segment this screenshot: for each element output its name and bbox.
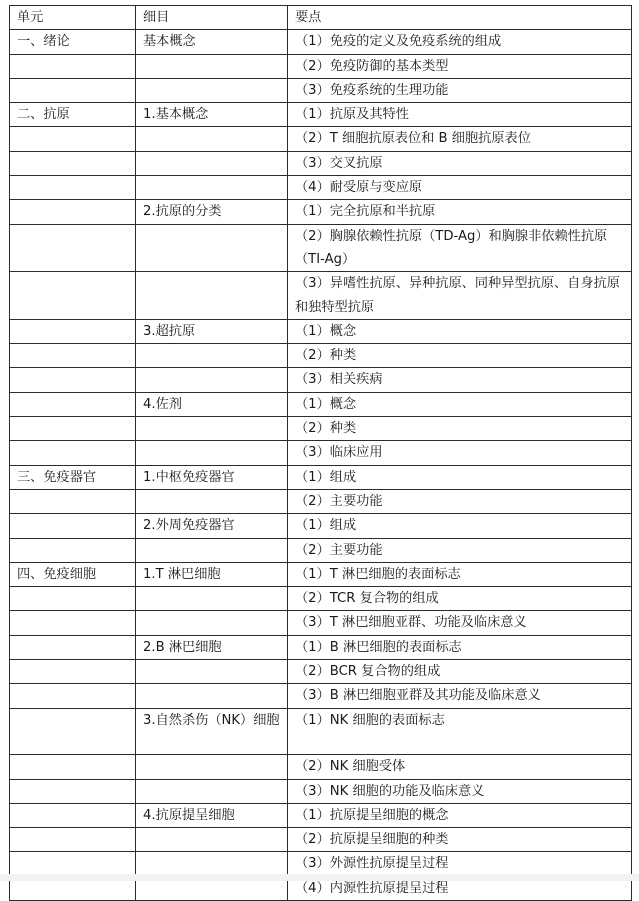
cell-unit xyxy=(10,78,136,102)
table-body xyxy=(10,30,632,901)
cell-unit: 三、免疫器官 xyxy=(10,465,136,489)
cell-unit xyxy=(10,660,136,684)
cell-unit xyxy=(10,538,136,562)
cell-item xyxy=(136,611,288,635)
cell-point: （1）免疫的定义及免疫系统的组成 xyxy=(288,30,632,54)
table-header-row xyxy=(10,6,632,30)
cell-unit xyxy=(10,54,136,78)
table-row xyxy=(10,779,632,803)
cell-point: （2）种类 xyxy=(288,417,632,441)
cell-item xyxy=(136,538,288,562)
cell-item xyxy=(136,344,288,368)
cell-point: （2）主要功能 xyxy=(288,538,632,562)
cell-point: （1）组成 xyxy=(288,465,632,489)
cell-point: （2）BCR 复合物的组成 xyxy=(288,660,632,684)
cell-point: （3）T 淋巴细胞亚群、功能及临床意义 xyxy=(288,611,632,635)
syllabus-table xyxy=(9,5,632,901)
cell-unit xyxy=(10,852,136,876)
cell-unit xyxy=(10,368,136,392)
cell-unit xyxy=(10,417,136,441)
cell-unit xyxy=(10,489,136,513)
cell-point: （3）免疫系统的生理功能 xyxy=(288,78,632,102)
cell-item xyxy=(136,684,288,708)
cell-unit xyxy=(10,708,136,755)
cell-item xyxy=(136,224,288,272)
cell-unit xyxy=(10,635,136,659)
cell-item: 4.佐剂 xyxy=(136,392,288,416)
cell-point: （2）免疫防御的基本类型 xyxy=(288,54,632,78)
cell-point: （3）B 淋巴细胞亚群及其功能及临床意义 xyxy=(288,684,632,708)
cell-point: （3）NK 细胞的功能及临床意义 xyxy=(288,779,632,803)
cell-unit xyxy=(10,755,136,779)
table-row xyxy=(10,54,632,78)
cell-point: （1）抗原及其特性 xyxy=(288,103,632,127)
cell-unit: 二、抗原 xyxy=(10,103,136,127)
cell-item: 4.抗原提呈细胞 xyxy=(136,803,288,827)
cell-point: （3）外源性抗原提呈过程 xyxy=(288,852,632,876)
cell-unit xyxy=(10,200,136,224)
cell-item: 2.外周免疫器官 xyxy=(136,514,288,538)
cell-unit xyxy=(10,272,136,320)
cell-item: 3.超抗原 xyxy=(136,319,288,343)
table-row xyxy=(10,562,632,586)
cell-unit xyxy=(10,779,136,803)
cell-point: （1）NK 细胞的表面标志 xyxy=(288,708,632,755)
table-row xyxy=(10,755,632,779)
cell-item xyxy=(136,755,288,779)
table-row xyxy=(10,660,632,684)
header-item: 细目 xyxy=(136,6,288,30)
cell-point: （1）T 淋巴细胞的表面标志 xyxy=(288,562,632,586)
cell-item: 基本概念 xyxy=(136,30,288,54)
table-row xyxy=(10,538,632,562)
viewer-bottom-band xyxy=(0,874,639,881)
cell-point: （1）B 淋巴细胞的表面标志 xyxy=(288,635,632,659)
cell-point: （2）主要功能 xyxy=(288,489,632,513)
cell-unit xyxy=(10,151,136,175)
cell-point: （2）T 细胞抗原表位和 B 细胞抗原表位 xyxy=(288,127,632,151)
cell-item xyxy=(136,441,288,465)
table-row xyxy=(10,852,632,876)
cell-unit xyxy=(10,803,136,827)
table-row xyxy=(10,344,632,368)
cell-unit xyxy=(10,176,136,200)
cell-item: 3.自然杀伤（NK）细胞 xyxy=(136,708,288,755)
table-row xyxy=(10,465,632,489)
cell-item: 1.中枢免疫器官 xyxy=(136,465,288,489)
header-point: 要点 xyxy=(288,6,632,30)
cell-unit xyxy=(10,587,136,611)
table-row xyxy=(10,489,632,513)
cell-item xyxy=(136,54,288,78)
table-row xyxy=(10,368,632,392)
cell-unit: 四、免疫细胞 xyxy=(10,562,136,586)
table-row xyxy=(10,392,632,416)
cell-item xyxy=(136,489,288,513)
table-row xyxy=(10,587,632,611)
cell-point: （2）抗原提呈细胞的种类 xyxy=(288,828,632,852)
cell-unit xyxy=(10,127,136,151)
table-row xyxy=(10,176,632,200)
table-row xyxy=(10,611,632,635)
table-row xyxy=(10,684,632,708)
table-row xyxy=(10,30,632,54)
cell-point: （1）概念 xyxy=(288,319,632,343)
cell-item xyxy=(136,368,288,392)
table-row xyxy=(10,200,632,224)
cell-item: 1.T 淋巴细胞 xyxy=(136,562,288,586)
table-row xyxy=(10,708,632,755)
cell-item xyxy=(136,852,288,876)
cell-point: （3）相关疾病 xyxy=(288,368,632,392)
cell-item: 2.B 淋巴细胞 xyxy=(136,635,288,659)
table-row xyxy=(10,441,632,465)
cell-point: （4）耐受原与变应原 xyxy=(288,176,632,200)
table-row xyxy=(10,127,632,151)
cell-unit: 一、绪论 xyxy=(10,30,136,54)
cell-unit xyxy=(10,319,136,343)
cell-point: （2）胸腺依赖性抗原（TD-Ag）和胸腺非依赖性抗原（TI-Ag） xyxy=(288,224,632,272)
cell-item xyxy=(136,660,288,684)
cell-item xyxy=(136,151,288,175)
cell-unit xyxy=(10,392,136,416)
cell-item: 1.基本概念 xyxy=(136,103,288,127)
cell-item xyxy=(136,779,288,803)
table-row xyxy=(10,417,632,441)
cell-item xyxy=(136,176,288,200)
cell-unit xyxy=(10,828,136,852)
cell-item xyxy=(136,78,288,102)
cell-unit xyxy=(10,441,136,465)
cell-point: （3）交叉抗原 xyxy=(288,151,632,175)
cell-point: （1）抗原提呈细胞的概念 xyxy=(288,803,632,827)
cell-item xyxy=(136,587,288,611)
cell-item xyxy=(136,272,288,320)
table-row xyxy=(10,803,632,827)
cell-point: （4）内源性抗原提呈过程 xyxy=(288,876,632,900)
cell-item xyxy=(136,417,288,441)
cell-point: （2）NK 细胞受体 xyxy=(288,755,632,779)
cell-point: （2）TCR 复合物的组成 xyxy=(288,587,632,611)
cell-unit xyxy=(10,344,136,368)
cell-point: （1）完全抗原和半抗原 xyxy=(288,200,632,224)
cell-item xyxy=(136,828,288,852)
cell-point: （2）种类 xyxy=(288,344,632,368)
cell-point: （3）异嗜性抗原、异种抗原、同种异型抗原、自身抗原和独特型抗原 xyxy=(288,272,632,320)
table-row xyxy=(10,635,632,659)
cell-unit xyxy=(10,684,136,708)
cell-point: （1）概念 xyxy=(288,392,632,416)
table-row xyxy=(10,151,632,175)
cell-item xyxy=(136,127,288,151)
table-row xyxy=(10,272,632,320)
table-row xyxy=(10,224,632,272)
cell-unit xyxy=(10,611,136,635)
cell-unit xyxy=(10,224,136,272)
table-row xyxy=(10,319,632,343)
table-row xyxy=(10,514,632,538)
header-unit: 单元 xyxy=(10,6,136,30)
table-row xyxy=(10,828,632,852)
cell-item: 2.抗原的分类 xyxy=(136,200,288,224)
cell-point: （3）临床应用 xyxy=(288,441,632,465)
table-row xyxy=(10,78,632,102)
cell-point: （1）组成 xyxy=(288,514,632,538)
table-row xyxy=(10,103,632,127)
cell-unit xyxy=(10,514,136,538)
